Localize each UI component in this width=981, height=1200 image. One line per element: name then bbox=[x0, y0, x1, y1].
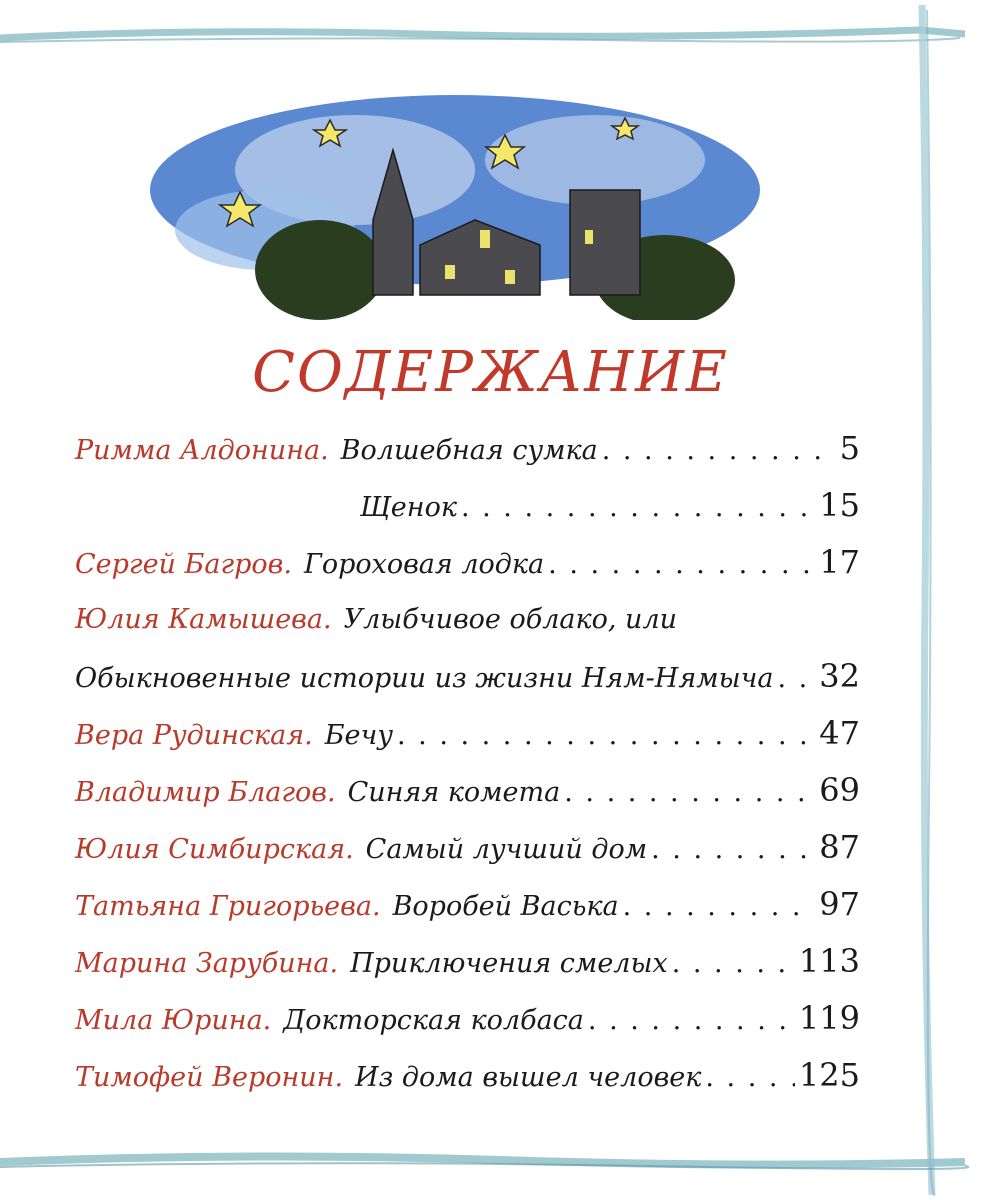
table-of-contents bbox=[75, 420, 860, 1104]
toc-story: Бечу bbox=[324, 720, 393, 751]
toc-author: Вера Рудинская. bbox=[75, 720, 313, 751]
toc-row bbox=[75, 591, 860, 648]
toc-leader-dots bbox=[602, 422, 836, 479]
toc-page: 69 bbox=[819, 771, 860, 809]
page-title: СОДЕРЖАНИЕ bbox=[252, 340, 729, 405]
toc-story: Обыкновенные истории из жизни Ням-Нямыча bbox=[75, 663, 774, 694]
toc-story: Волшебная сумка bbox=[340, 435, 598, 466]
toc-row bbox=[75, 990, 860, 1047]
toc-leader-dots bbox=[651, 821, 815, 878]
toc-leader-dots bbox=[564, 764, 815, 821]
toc-page: 87 bbox=[819, 828, 860, 866]
toc-leader-dots bbox=[672, 935, 795, 992]
night-town-illustration bbox=[145, 80, 765, 320]
toc-author: Татьяна Григорьева. bbox=[75, 891, 381, 922]
toc-author: Мила Юрина. bbox=[75, 1005, 272, 1036]
toc-story: Улыбчивое облако, или bbox=[343, 604, 678, 635]
toc-author: Владимир Благов. bbox=[75, 777, 336, 808]
toc-row bbox=[75, 477, 860, 534]
toc-story: Самый лучший дом bbox=[365, 834, 648, 865]
toc-row bbox=[75, 1047, 860, 1104]
toc-page: 17 bbox=[819, 543, 860, 581]
toc-row bbox=[75, 648, 860, 705]
toc-leader-dots bbox=[548, 536, 815, 593]
toc-page: 32 bbox=[819, 657, 860, 695]
toc-row bbox=[75, 705, 860, 762]
toc-row bbox=[75, 876, 860, 933]
toc-page: 119 bbox=[798, 999, 860, 1037]
toc-story: Воробей Васька bbox=[392, 891, 619, 922]
toc-story: Из дома вышел человек bbox=[355, 1062, 702, 1093]
toc-story: Гороховая лодка bbox=[303, 549, 545, 580]
toc-leader-dots bbox=[705, 1049, 795, 1106]
toc-leader-dots bbox=[588, 992, 795, 1049]
toc-story: Синяя комета bbox=[347, 777, 561, 808]
toc-row bbox=[75, 819, 860, 876]
toc-leader-dots bbox=[461, 479, 815, 536]
toc-author: Юлия Камышева. bbox=[75, 604, 332, 635]
toc-author: Римма Алдонина. bbox=[75, 435, 329, 466]
toc-page: 15 bbox=[819, 486, 860, 524]
toc-row bbox=[75, 933, 860, 990]
toc-author: Сергей Багров. bbox=[75, 549, 292, 580]
toc-row bbox=[75, 762, 860, 819]
toc-page: 113 bbox=[798, 942, 860, 980]
toc-author: Марина Зарубина. bbox=[75, 948, 339, 979]
toc-row bbox=[75, 420, 860, 477]
toc-page: 47 bbox=[819, 714, 860, 752]
toc-page: 97 bbox=[819, 885, 860, 923]
toc-story: Докторская колбаса bbox=[283, 1005, 584, 1036]
toc-author: Тимофей Веронин. bbox=[75, 1062, 344, 1093]
toc-leader-dots bbox=[397, 707, 815, 764]
toc-author: Юлия Симбирская. bbox=[75, 834, 354, 865]
toc-story: Приключения смелых bbox=[350, 948, 668, 979]
toc-leader-dots bbox=[623, 878, 816, 935]
toc-page: 125 bbox=[798, 1056, 860, 1094]
toc-leader-dots bbox=[777, 650, 815, 707]
toc-row bbox=[75, 534, 860, 591]
toc-page: 5 bbox=[839, 429, 860, 467]
toc-story: Щенок bbox=[360, 492, 457, 523]
